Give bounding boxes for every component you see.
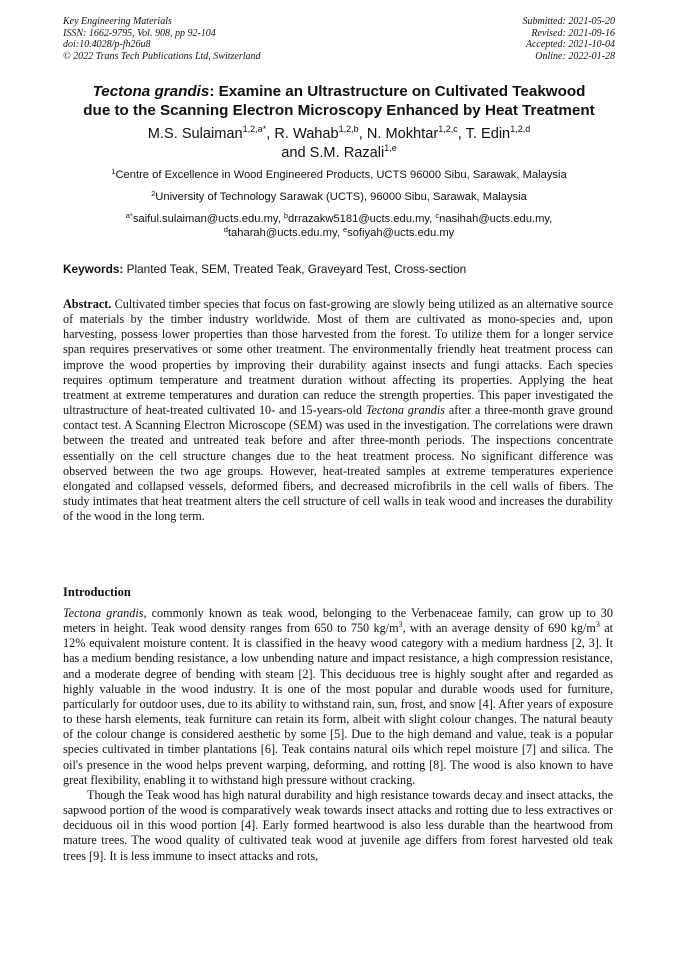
email-link[interactable]: saiful.sulaiman@ucts.edu.my, bbox=[132, 213, 284, 225]
author-name: T. Edin bbox=[465, 126, 511, 142]
author-affil-sup: 1,2,b bbox=[338, 124, 359, 134]
keywords-text: Planted Teak, SEM, Treated Teak, Graveyard Test, Cross-section bbox=[123, 262, 467, 276]
introduction-body bbox=[63, 606, 613, 864]
affiliation-1: $^1$Centre of Excellence in Wood Engineered Products, UCTS 96000 Sibu, Sarawak, Malaysia bbox=[111, 167, 567, 181]
author-list: M.S. Sulaiman$^{1,2,a*}$, R. Wahab$^{1,2,b}$, N. Mokhtar$^{1,2,c}$, T. Edin$^{1,2,d}$ and S.M. Razali$^{1,e}$ bbox=[147, 124, 531, 161]
author-affil-sup: 1,e bbox=[384, 143, 397, 153]
introduction-heading: Introduction bbox=[63, 585, 131, 599]
title-species: Tectona grandis bbox=[92, 83, 210, 100]
author-affil-sup: 1,2,a* bbox=[242, 124, 267, 134]
author-affil-sup: 1,2,d bbox=[510, 124, 531, 134]
intro-paragraph-1: Tectona grandis, commonly known as teak wood, belonging to the Verbenaceae family, can grow up to 30 meters in height. Teak wood density ranges from 650 to 750 $kg/m^3$, with an average density of 690 $kg/m^3$ at 12% equivalent moisture content. It is classified in the heavy wood category with a medium hardness [2, 3]. It has a medium bending resistance, a low unbending nature and impact resistance, a high compression resistance, and a moderate degree of bending with steam [2]. This deciduous tree is highly sought after and regarded as highly valuable in the wood industry. It is one of the most popular and durable woods used for furniture, particularly for outdoor uses, due to its ability to withstand rain, sun, frost, and snow [4]. After years of exposure to these harsh elements, teak furniture can retain its form, albeit with slight colour changes. The natural beauty of the colour change is considered aesthetic by some [5]. Due to the high demand and value, teak is a popular species cultivated in timber plantations [6]. Teak contains natural oils which repel moisture [7] and silica. The oil's presence in the wood helps prevent warping, deforming, and rotting [8]. The wood is also known to have great flexibility, enabling it to withstand high pressure without cracking. bbox=[63, 606, 613, 787]
email-link[interactable]: taharah@ucts.edu.my, bbox=[227, 227, 343, 239]
affiliation-2: $^2$University of Technology Sarawak (UCTS), 96000 Sibu, Sarawak, Malaysia bbox=[151, 189, 527, 203]
author-name: S.M. Razali bbox=[309, 145, 385, 161]
issn-line: ISSN: 1662-9795, Vol. 908, pp 92-104 bbox=[63, 27, 216, 39]
revised-date: Revised: 2021-09-16 bbox=[531, 27, 615, 39]
email-link[interactable]: nasihah@ucts.edu.my, bbox=[439, 213, 553, 225]
keywords-label: Keywords: bbox=[63, 262, 124, 276]
abstract-label: Abstract. bbox=[63, 297, 112, 311]
intro-paragraph-2: Though the Teak wood has high natural durability and high resistance towards decay and insect attacks, the sapwood portion of the wood is comparatively weak towards insect attacks and rotting due to less extractives or deciduous oil in this wood portion [4]. Early formed heartwood is also less durable than the heartwood from mature trees. The wood quality of cultivated teak wood at juvenile age differs from forest harvested old teak trees [9]. It is less immune to insect attacks and rots, bbox=[63, 787, 613, 863]
abstract-species: Tectona grandis bbox=[365, 403, 446, 418]
doi-line: doi:10.4028/p-fh26u8 bbox=[63, 39, 151, 51]
copyright-line: © 2022 Trans Tech Publications Ltd, Switzerland bbox=[63, 50, 261, 62]
submitted-date: Submitted: 2021-05-20 bbox=[522, 16, 615, 27]
author-name: N. Mokhtar bbox=[366, 126, 439, 142]
author-name: R. Wahab bbox=[274, 126, 339, 142]
abstract-section bbox=[63, 297, 613, 524]
email-link[interactable]: drrazakw5181@ucts.edu.my, bbox=[288, 213, 436, 225]
abstract-text-part1: Cultivated timber species that focus on fast-growing are slowly being utilized as an alternative source of materials by the timber industry worldwide. Most of them are cultivated as mono-species and, upon harvesting, possess lower properties than those harvested from the forest. To utilize them for a longer service span requires preservatives or some other treatment. The environmentally friendly heat treatment process can improve the wood properties by improving their durability against insects and fungi attacks. Each species requires optimum temperature and treatment duration without affecting its properties. Applying the heat treatment at extreme temperatures and duration can reduce the strength properties. This paper investigated the ultrastructure of heat-treated cultivated 10- and 15-years-old bbox=[63, 297, 613, 418]
journal-header-left bbox=[63, 16, 261, 62]
accepted-date: Accepted: 2021-10-04 bbox=[525, 39, 615, 51]
journal-name: Key Engineering Materials bbox=[63, 16, 172, 27]
title-line2: due to the Scanning Electron Microscopy Enhanced by Heat Treatment bbox=[83, 102, 595, 119]
journal-header-right bbox=[523, 16, 616, 62]
online-date: Online: 2022-01-28 bbox=[535, 50, 615, 62]
paper-title bbox=[40, 82, 638, 120]
title-line1: : Examine an Ultrastructure on Cultivated Teakwood bbox=[209, 83, 586, 100]
keywords-line bbox=[63, 262, 466, 276]
author-name: M.S. Sulaiman bbox=[147, 126, 243, 142]
author-emails: $^{a*}$saiful.sulaiman@ucts.edu.my, $^b$drrazakw5181@ucts.edu.my, $^c$nasihah@ucts.edu.my, $^d$taharah@ucts.edu.my, $^e$sofiyah@ucts.edu.my bbox=[125, 211, 553, 239]
email-link[interactable]: sofiyah@ucts.edu.my bbox=[347, 227, 455, 239]
author-affil-sup: 1,2,c bbox=[438, 124, 458, 134]
abstract-text-part2: after a three-month grave ground contact test. A Scanning Electron Microscope (SEM) was used in the investigation. The correlations were drawn between the treated and untreated teak before and after three-month periods. The inspections concentrate essentially on the cell structure changes due to the heat treatment process. No significant difference was observed between the two age groups. However, heat-treated samples at extreme temperatures experience elongated and collapsed vessels, deformed fibers, and decreased microfibrils in the cell walls of fibers. The study intimates that heat treatment alters the cell structure of cell walls in teak wood and increases the durability of the wood in the long term. bbox=[63, 403, 614, 524]
